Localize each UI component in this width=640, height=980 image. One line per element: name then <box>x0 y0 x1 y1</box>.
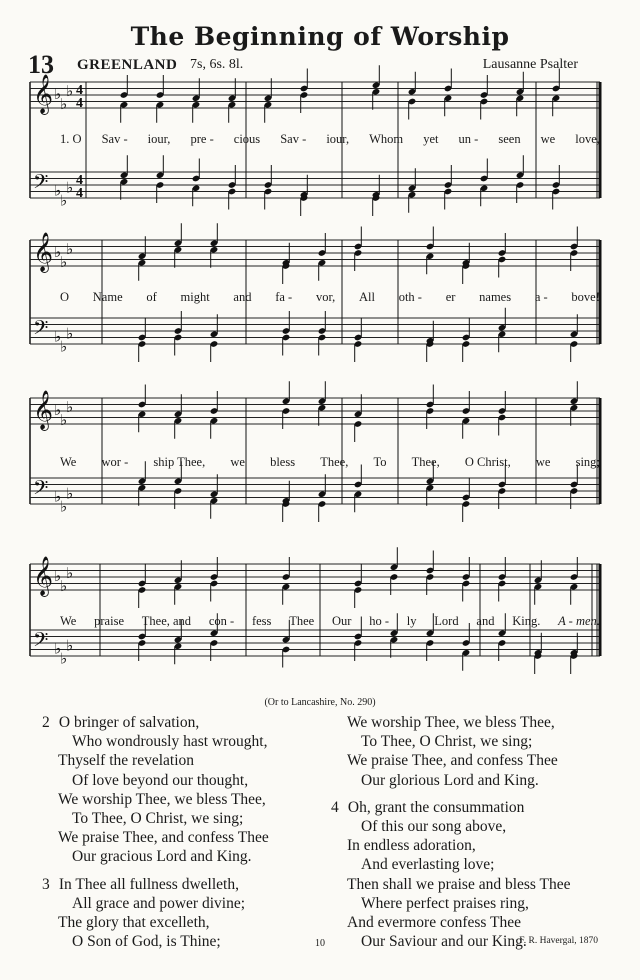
verse-line <box>331 751 571 770</box>
verse-line <box>42 913 269 932</box>
lyric-syllable: O Christ, <box>464 455 511 469</box>
verse-line <box>331 855 571 874</box>
lyric-syllable: might <box>180 290 210 304</box>
flat-icon: ♭ <box>60 649 68 668</box>
verse-line <box>331 798 571 817</box>
verse-text: To Thee, O Christ, we sing; <box>361 733 533 751</box>
verse-line <box>42 809 269 828</box>
lyric-syllable: 1. O <box>60 132 82 146</box>
lyric-syllable: ho - <box>369 614 389 628</box>
bass-clef-icon: 𝄢 <box>33 316 49 344</box>
flat-icon: ♭ <box>60 337 68 356</box>
flat-icon: ♭ <box>60 94 68 113</box>
verse-text: Our gracious Lord and King. <box>72 848 252 866</box>
verse-line <box>331 875 571 894</box>
verse-text: And everlasting love; <box>361 856 495 874</box>
verse-text: All grace and power divine; <box>72 894 246 912</box>
lyric-syllable: we <box>230 455 245 469</box>
verse-text: In Thee all fullness dwelleth, <box>58 875 239 893</box>
verse-line <box>42 751 269 770</box>
lyric-syllable: King. <box>512 614 541 628</box>
lyric-line <box>60 614 600 629</box>
lyric-syllable: ship Thee, <box>153 455 206 469</box>
verse-text: To Thee, O Christ, we sing; <box>72 810 244 828</box>
verse-line <box>42 828 269 847</box>
verse-text: Of love beyond our thought, <box>72 771 249 789</box>
lyric-syllable: Thee, <box>320 455 349 469</box>
lyric-syllable: wor - <box>101 455 129 469</box>
verse-text: Oh, grant the consummation <box>347 798 525 816</box>
lyric-syllable: yet <box>423 132 439 146</box>
verse-text: We worship Thee, we bless Thee, <box>58 790 266 808</box>
flat-icon: ♭ <box>66 324 74 343</box>
meter: 7s, 6s. 8l. <box>190 57 244 72</box>
tune-source: Lausanne Psalter <box>482 57 578 72</box>
flat-icon: ♭ <box>54 243 62 261</box>
time-signature-top: 4 <box>76 173 83 188</box>
lyric-syllable: fess <box>251 614 272 628</box>
section-title: The Beginning of Worship <box>130 22 510 51</box>
verse-text: Of this our song above, <box>361 818 507 836</box>
verse-text: Thyself the revelation <box>58 752 195 770</box>
verse-number: 4 <box>331 798 339 816</box>
flat-icon: ♭ <box>66 563 74 582</box>
lyric-syllable: To <box>373 455 387 469</box>
lyric-syllable: and <box>233 290 252 304</box>
hymn-number: 13 <box>28 50 54 79</box>
lyric-syllable: seen <box>498 132 521 146</box>
lyric-syllable: con - <box>208 614 235 628</box>
verse-line <box>331 713 571 732</box>
flat-icon: ♭ <box>54 639 62 658</box>
lyric-syllable: We <box>60 455 77 469</box>
flat-icon: ♭ <box>60 410 68 429</box>
time-signature-bottom: 4 <box>76 96 83 111</box>
verse-number: 2 <box>42 714 50 731</box>
lyric-syllable: iour, <box>326 132 350 146</box>
treble-clef-icon: 𝄞 <box>33 232 54 272</box>
lyric-syllable: Sav - <box>101 132 128 146</box>
lyric-syllable: vor, <box>315 290 336 304</box>
verse-line <box>331 836 571 855</box>
lyric-syllable: We <box>60 614 77 628</box>
verses-right-column <box>331 713 571 951</box>
verse-text: In endless adoration, <box>347 837 476 855</box>
verse-line <box>42 732 269 751</box>
verse-gap <box>331 790 571 798</box>
lyric-syllable: we <box>540 132 556 146</box>
verse-line <box>331 771 571 790</box>
flat-icon: ♭ <box>66 636 74 655</box>
verse-line <box>42 771 269 790</box>
bass-clef-icon: 𝄢 <box>33 628 49 656</box>
verse-number: 3 <box>42 875 50 893</box>
flat-icon: ♭ <box>54 327 62 346</box>
verse-text: We praise Thee, and confess Thee <box>58 829 269 847</box>
flat-icon: ♭ <box>60 252 68 271</box>
verses-left-column <box>42 713 269 951</box>
verse-text: And evermore confess Thee <box>347 914 522 932</box>
flat-icon: ♭ <box>54 181 62 200</box>
lyric-syllable: pre - <box>190 132 214 146</box>
lyric-syllable: oth - <box>398 290 422 304</box>
verse-text: Our glorious Lord and King. <box>361 771 539 789</box>
lyric-line <box>60 132 600 147</box>
time-signature-bottom: 4 <box>76 186 83 201</box>
verse-line <box>42 875 269 894</box>
lyric-syllable: we <box>535 455 551 469</box>
lyric-syllable: love, <box>575 132 600 146</box>
verse-text: Our Saviour and our King. <box>361 933 527 951</box>
verse-text: O Son of God, is Thine; <box>72 933 221 951</box>
verse-text: We worship Thee, we bless Thee, <box>347 714 555 731</box>
verse-line <box>331 894 571 913</box>
verse-line <box>331 913 571 932</box>
flat-icon: ♭ <box>66 239 74 258</box>
lyric-syllable: Our <box>331 614 352 628</box>
lyric-syllable: iour, <box>147 132 171 146</box>
lyric-syllable: praise <box>94 614 124 628</box>
time-signature-top: 4 <box>76 83 83 98</box>
verse-line <box>331 732 571 751</box>
flat-icon: ♭ <box>54 85 62 103</box>
flat-icon: ♭ <box>60 497 68 516</box>
lyric-syllable: of <box>146 290 157 304</box>
lyric-syllable: a - <box>534 290 548 304</box>
lyric-syllable: Thee <box>289 614 315 628</box>
bass-clef-icon: 𝄢 <box>33 170 49 198</box>
verse-text: The glory that excelleth, <box>58 914 210 932</box>
lyric-syllable: sing; <box>575 455 600 469</box>
lyric-line <box>60 455 600 470</box>
flat-icon: ♭ <box>66 397 74 416</box>
verse-text: Who wondrously hast wrought, <box>72 733 268 751</box>
lyric-syllable: Whom <box>369 132 404 146</box>
flat-icon: ♭ <box>54 487 62 506</box>
flat-icon: ♭ <box>54 567 62 585</box>
verse-text: Where perfect praises ring, <box>361 894 529 912</box>
treble-clef-icon: 𝄞 <box>33 556 54 596</box>
lyric-syllable: bove! <box>571 290 600 304</box>
flat-icon: ♭ <box>66 484 74 503</box>
lyric-syllable: un - <box>458 132 479 146</box>
page-number: 10 <box>315 938 325 949</box>
lyric-syllable: er <box>445 290 456 304</box>
verse-line <box>42 847 269 866</box>
bass-clef-icon: 𝄢 <box>33 476 49 504</box>
flat-icon: ♭ <box>66 178 74 197</box>
lyric-syllable: Lord <box>434 614 459 628</box>
lyric-syllable: Thee, and <box>141 614 192 628</box>
lyric-syllable: and <box>476 614 495 628</box>
verse-text: O bringer of salvation, <box>58 714 200 731</box>
lyric-syllable: Name <box>92 290 123 304</box>
flat-icon: ♭ <box>60 576 68 595</box>
treble-clef-icon: 𝄞 <box>33 390 54 430</box>
lyric-syllable: ly <box>406 614 417 628</box>
lyric-syllable: cious <box>233 132 261 146</box>
treble-clef-icon: 𝄞 <box>33 74 54 114</box>
lyric-syllable: bless <box>270 455 296 469</box>
verse-gap <box>42 867 269 875</box>
flat-icon: ♭ <box>66 81 74 100</box>
lyric-syllable: fa - <box>275 290 293 304</box>
lyric-line <box>60 290 600 305</box>
verse-line <box>331 817 571 836</box>
lyric-syllable: Thee, <box>411 455 440 469</box>
verse-text: We praise Thee, and confess Thee <box>347 752 558 770</box>
alternate-tune-note: (Or to Lancashire, No. 290) <box>264 697 376 708</box>
verse-line <box>42 713 269 732</box>
verse-text: Then shall we praise and bless Thee <box>347 875 571 893</box>
flat-icon: ♭ <box>60 191 68 210</box>
lyric-syllable: Sav - <box>280 132 307 146</box>
tune-name: GREENLAND <box>77 57 178 73</box>
author-credit: F. R. Havergal, 1870 <box>519 936 598 946</box>
verse-line <box>42 894 269 913</box>
lyric-syllable: names <box>479 290 512 304</box>
flat-icon: ♭ <box>54 401 62 419</box>
lyric-syllable: All <box>358 290 375 304</box>
verse-line <box>42 790 269 809</box>
lyric-syllable: O <box>60 290 70 304</box>
lyric-syllable: A - men. <box>558 614 600 628</box>
